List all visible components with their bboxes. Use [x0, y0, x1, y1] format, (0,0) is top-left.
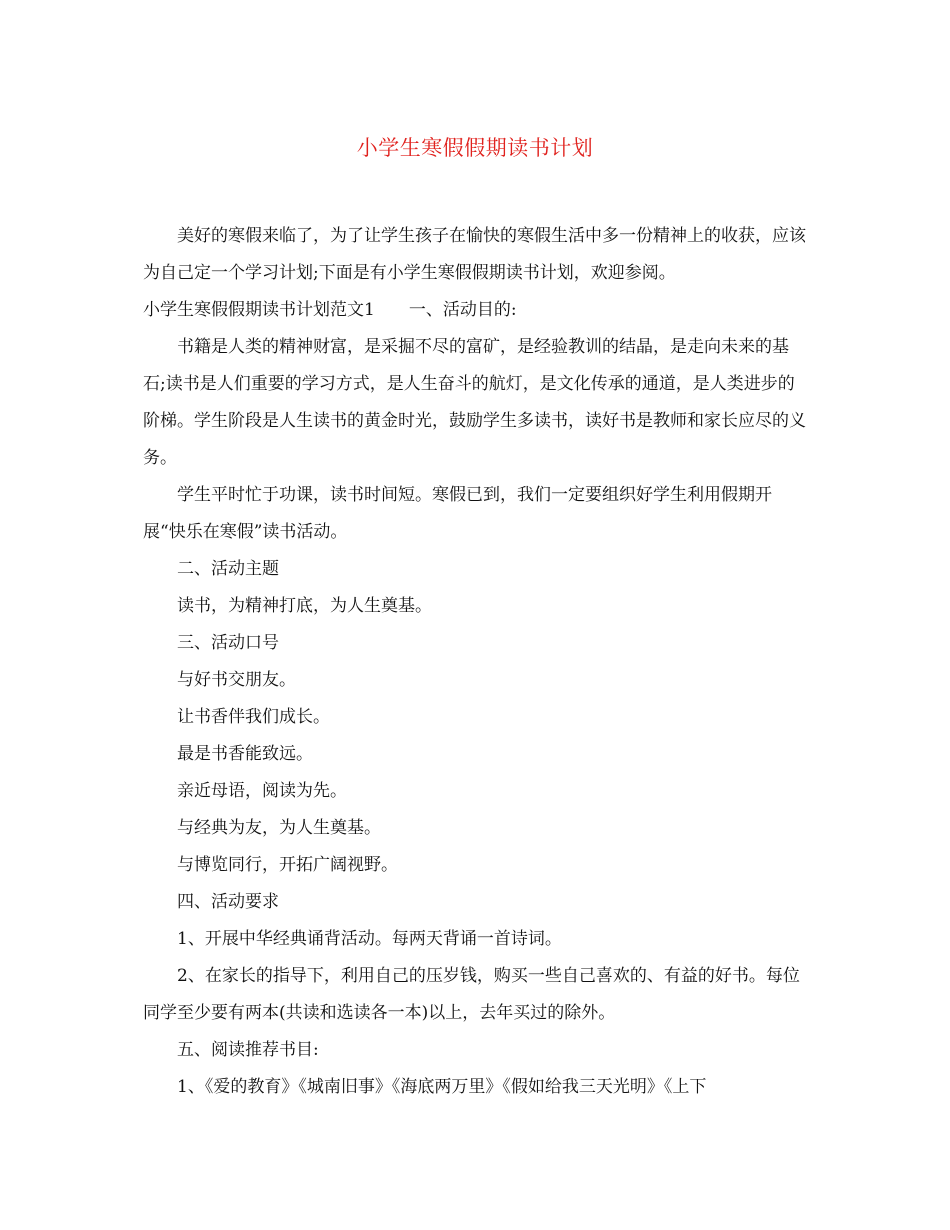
- book-list-line: 1、《爱的教育》《城南旧事》《海底两万里》《假如给我三天光明》《上下: [177, 1077, 707, 1097]
- slogan-item: 亲近母语，阅读为先。: [177, 781, 347, 801]
- slogan-item: 让书香伴我们成长。: [177, 707, 330, 727]
- slogan-item: 与博览同行，开拓广阔视野。: [177, 855, 398, 875]
- purpose-paragraph-2: 学生平时忙于功课，读书时间短。寒假已到，我们一定要组织好学生利用假期开展“快乐在寒假”读书活动。: [143, 485, 772, 542]
- purpose-paragraph-1: 书籍是人类的精神财富，是采掘不尽的富矿，是经验教训的结晶，是走向未来的基石;读书是人们重要的学习方式，是人生奋斗的航灯，是文化传承的通道，是人类进步的阶梯。学生阶段是人生读书的黄金时光，鼓励学生多读书，读好书是教师和家长应尽的义务。: [143, 337, 806, 468]
- slogan-item: 与经典为友，为人生奠基。: [177, 818, 381, 838]
- sample-label: 小学生寒假假期读书计划范文1: [143, 300, 375, 320]
- sample-heading-line: [143, 292, 808, 329]
- requirement-item: 2、在家长的指导下，利用自己的压岁钱，购买一些自己喜欢的、有益的好书。每位同学至少要有两本(共读和选读各一本)以上，去年买过的除外。: [143, 966, 800, 1023]
- section4-heading: 四、活动要求: [177, 892, 279, 912]
- intro-paragraph: 美好的寒假来临了，为了让学生孩子在愉快的寒假生活中多一份精神上的收获，应该为自己定一个学习计划;下面是有小学生寒假假期读书计划，欢迎参阅。: [143, 226, 806, 283]
- slogan-item: 最是书香能致远。: [177, 744, 313, 764]
- theme-text: 读书，为精神打底，为人生奠基。: [177, 596, 432, 616]
- document-body: [143, 218, 808, 1106]
- section5-heading: 五、阅读推荐书目:: [177, 1040, 319, 1060]
- document-title: 小学生寒假假期读书计划: [356, 136, 594, 160]
- section2-heading: 二、活动主题: [177, 559, 279, 579]
- section1-heading: 一、活动目的:: [408, 300, 517, 320]
- section3-heading: 三、活动口号: [177, 633, 279, 653]
- slogan-item: 与好书交朋友。: [177, 670, 296, 690]
- requirement-item: 1、开展中华经典诵背活动。每两天背诵一首诗词。: [177, 929, 562, 949]
